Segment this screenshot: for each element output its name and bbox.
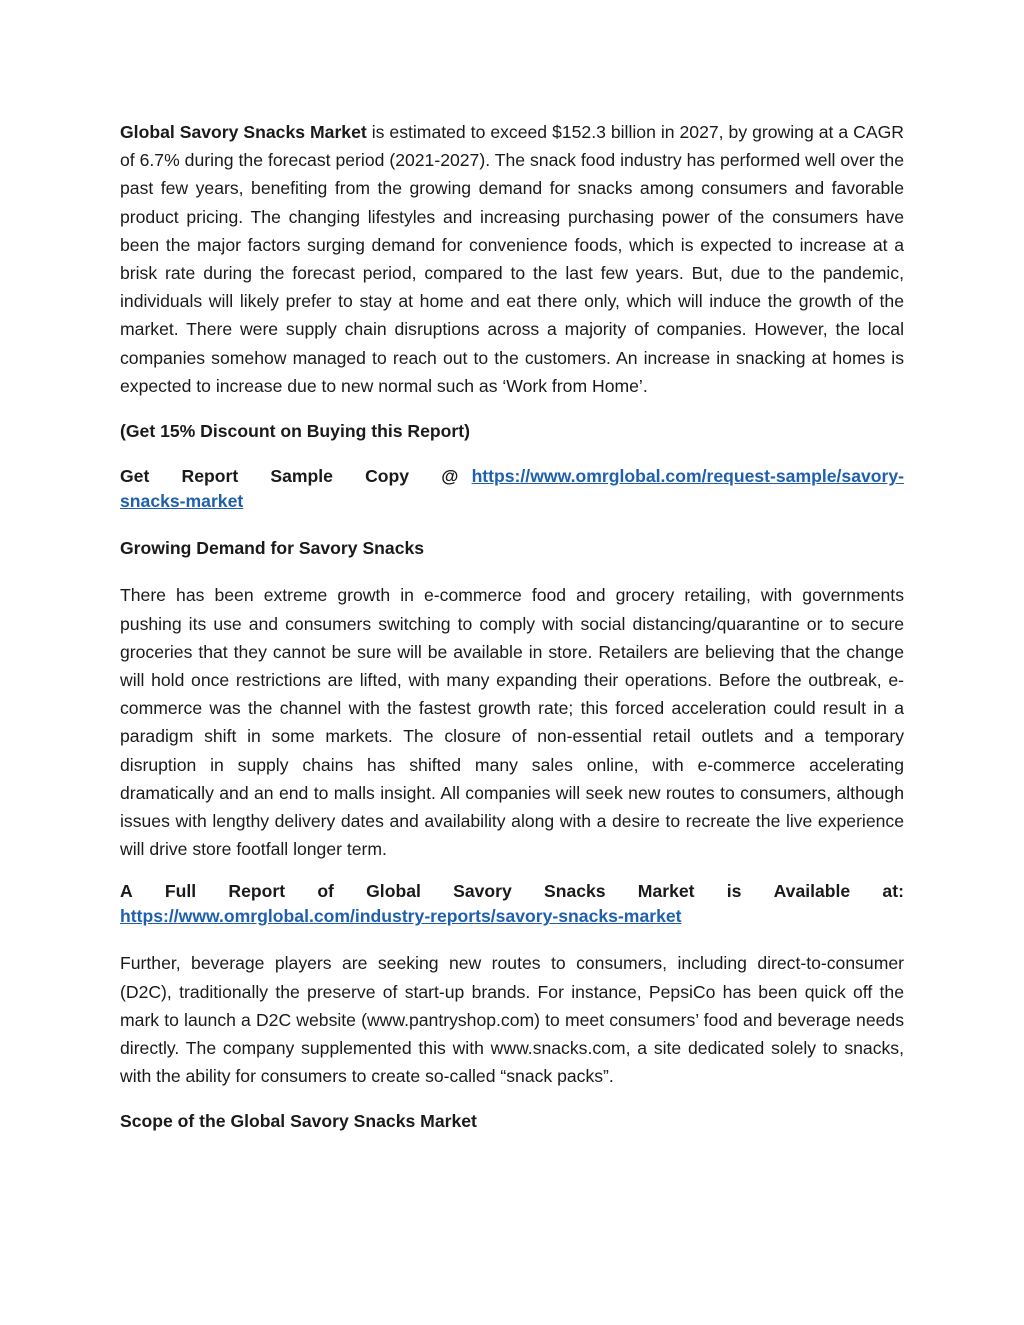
sample-label: Get Report Sample Copy @ xyxy=(120,466,459,487)
full-report-link[interactable]: https://www.omrglobal.com/industry-reports/savory-snacks-market xyxy=(120,906,682,927)
document-page xyxy=(120,118,904,1155)
section-heading-growing-demand: Growing Demand for Savory Snacks xyxy=(120,538,425,559)
full-report-word: Global xyxy=(366,881,421,902)
full-report-word: A xyxy=(120,881,133,902)
full-report-word: Report xyxy=(228,881,286,902)
full-report-word: at: xyxy=(882,881,904,902)
growing-demand-paragraph: There has been extreme growth in e-commerce food and grocery retailing, with governments pushing its use and consumers switching to comply with social distancing/quarantine or to secure groceries that they cannot be sure will be available in store. Retailers are believing that the change will hold once restrictions are lifted, with many expanding their operations. Before the outbreak, e-commerce was the channel with the fastest growth rate; this forced acceleration could result in a paradigm shift in some markets. The closure of non-essential retail outlets and a temporary disruption in supply chains has shifted many sales online, with e-commerce accelerating dramatically and an end to malls insight. All companies will seek new routes to consumers, although issues with lengthy delivery dates and availability along with a desire to recreate the live experience will drive store footfall longer term. xyxy=(120,585,904,860)
discount-note: (Get 15% Discount on Buying this Report) xyxy=(120,421,470,442)
sample-link[interactable]: https://www.omrglobal.com/request-sample/savory-snacks-market xyxy=(120,466,905,512)
d2c-paragraph: Further, beverage players are seeking new routes to consumers, including direct-to-consumer (D2C), traditionally the preserve of start-up brands. For instance, PepsiCo has been quick off the mark to launch a D2C website (www.pantryshop.com) to meet consumers’ food and beverage needs directly. The company supplemented this with www.snacks.com, a site dedicated solely to snacks, with the ability for consumers to create so-called “snack packs”. xyxy=(120,953,904,1087)
full-report-word: Savory xyxy=(453,881,512,902)
full-report-word: Snacks xyxy=(543,881,606,902)
full-report-word: Full xyxy=(164,881,197,902)
intro-text: is estimated to exceed $152.3 billion in 2027, by growing at a CAGR of 6.7% during the forecast period (2021-2027). The snack food industry has performed well over the past few years, benefiting from the growing demand for snacks among consumers and favorable product pricing. The changing lifestyles and increasing purchasing power of the consumers have been the major factors surging demand for convenience foods, which is expected to increase at a brisk rate during the forecast period, compared to the last few years. But, due to the pandemic, individuals will likely prefer to stay at home and eat there only, which will induce the growth of the market. There were supply chain disruptions across a majority of companies. However, the local companies somehow managed to reach out to the customers. An increase in snacking at homes is expected to increase due to new normal such as ‘Work from Home’. xyxy=(120,122,904,396)
full-report-word: Available xyxy=(773,881,851,902)
full-report-line xyxy=(120,879,904,929)
intro-paragraph xyxy=(120,118,904,400)
full-report-word: is xyxy=(726,881,742,902)
section-heading-scope: Scope of the Global Savory Snacks Market xyxy=(120,1111,477,1132)
intro-lead-bold: Global Savory Snacks Market xyxy=(120,122,367,142)
full-report-word: Market xyxy=(637,881,695,902)
full-report-word: of xyxy=(317,881,334,902)
full-report-label xyxy=(120,879,904,904)
sample-copy-line xyxy=(120,464,904,514)
